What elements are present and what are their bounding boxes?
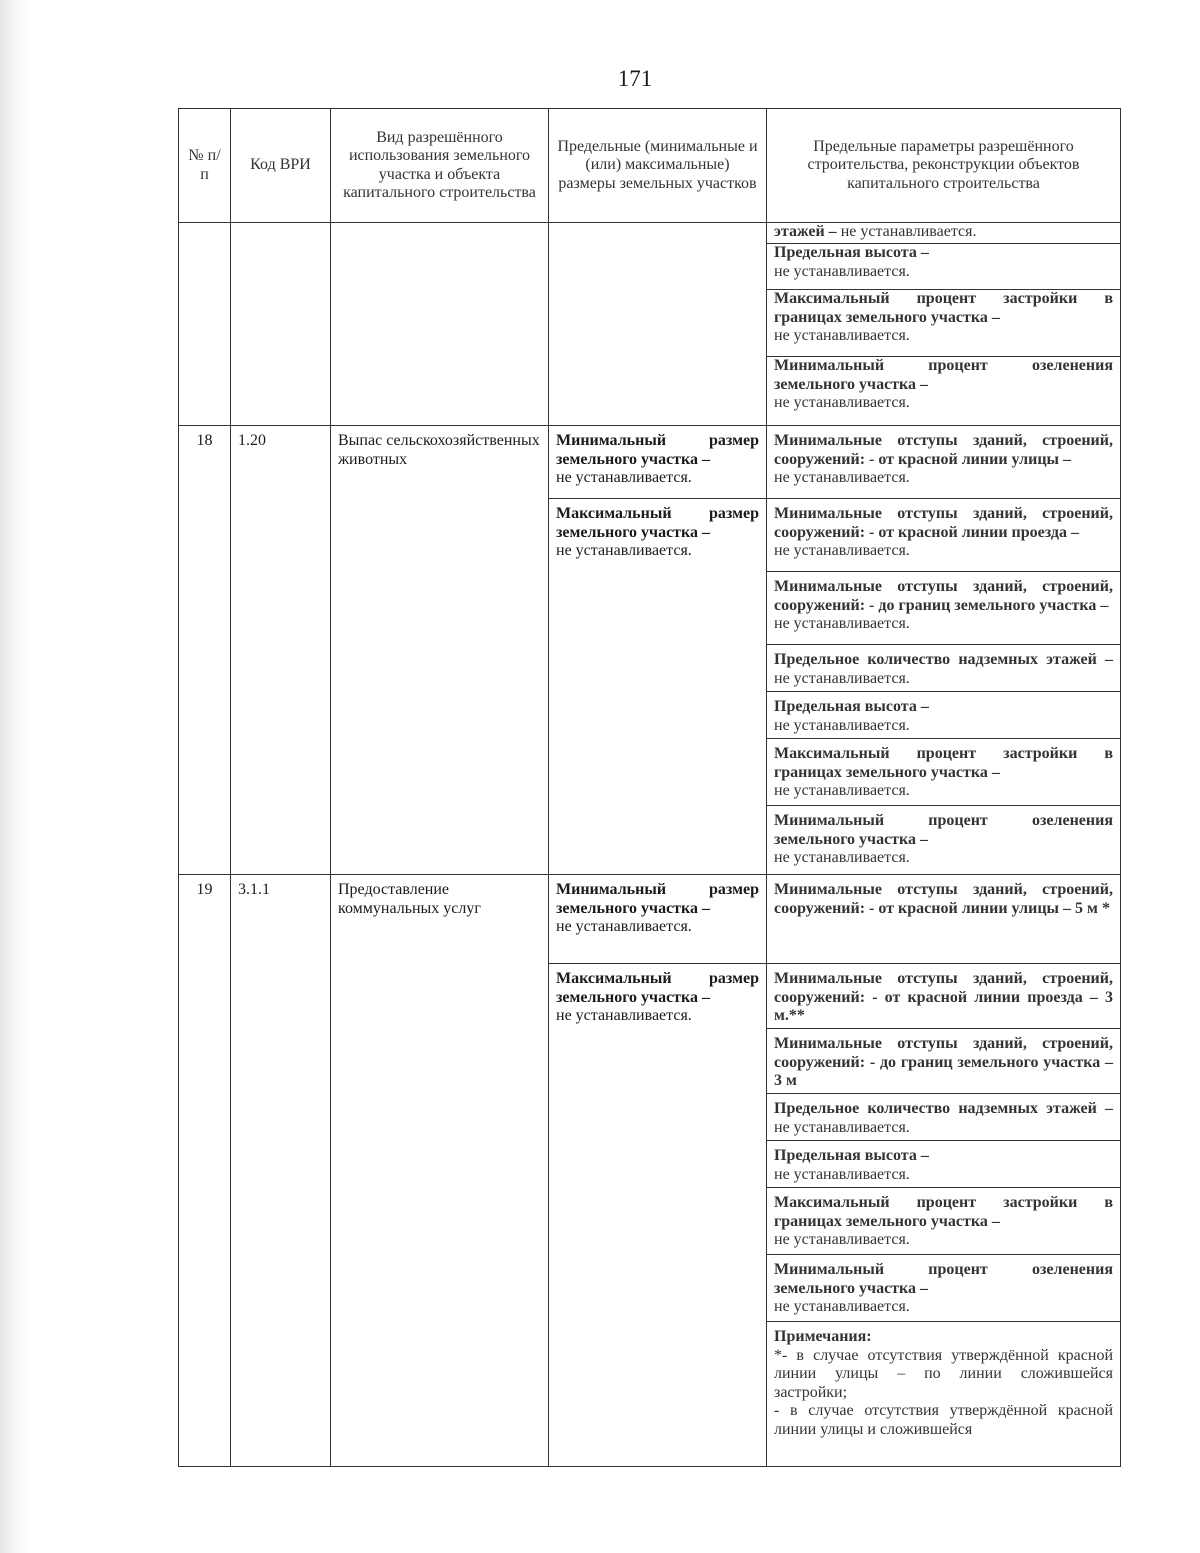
param-cell: Минимальные отступы зданий, строений, сооружений: - от красной линии улицы – 5 м *	[767, 875, 1121, 964]
param-cell: этажей – не устанавливается.	[767, 223, 1121, 244]
table-row	[179, 223, 1121, 244]
cell-empty	[549, 223, 767, 426]
notes-text: *- в случае отсутствия утверждённой красной линии улицы – по линии сложившейся застройки;	[774, 1346, 1113, 1401]
param-cell: Максимальный процент застройки в границах земельного участка – не устанавливается.	[767, 739, 1121, 806]
param-cell: Минимальные отступы зданий, строений, сооружений: - до границ земельного участка – не устанавливается.	[767, 572, 1121, 645]
param-cell: Минимальные отступы зданий, строений, сооружений: - от красной линии проезда – 3 м.**	[767, 964, 1121, 1029]
header-code: Код ВРИ	[231, 109, 331, 223]
param-cell: Минимальный процент озеленения земельного участка – не устанавливается.	[767, 357, 1121, 426]
param-cell: Предельная высота – не устанавливается.	[767, 244, 1121, 290]
cell-empty	[331, 223, 549, 426]
cell-empty	[179, 223, 231, 426]
param-cell: Максимальный процент застройки в границах земельного участка – не устанавливается.	[767, 290, 1121, 357]
notes-text: - в случае отсутствия утверждённой красной линии улицы и сложившейся	[774, 1402, 1113, 1438]
param-cell: Минимальный процент озеленения земельного участка – не устанавливается.	[767, 1255, 1121, 1322]
header-usage-type: Вид разрешённого использования земельного участка и объекта капитального строительства	[331, 109, 549, 223]
param-cell: Предельное количество надземных этажей – не устанавливается.	[767, 1094, 1121, 1141]
row-number: 18	[179, 426, 231, 875]
max-size-cell: Максимальный размер земельного участка – не устанавливается.	[549, 964, 767, 1467]
row-code: 3.1.1	[231, 875, 331, 1467]
zoning-parameters-table	[178, 108, 1121, 1467]
param-cell: Минимальные отступы зданий, строений, сооружений: - от красной линии улицы – не устанавливается.	[767, 426, 1121, 499]
row-usage-name: Предоставление коммунальных услуг	[331, 875, 549, 1467]
notes-cell	[767, 1322, 1121, 1467]
row-code: 1.20	[231, 426, 331, 875]
header-number: № п/п	[179, 109, 231, 223]
row-number: 19	[179, 875, 231, 1467]
param-cell: Предельное количество надземных этажей – не устанавливается.	[767, 645, 1121, 692]
param-cell: Максимальный процент застройки в границах земельного участка – не устанавливается.	[767, 1188, 1121, 1255]
scan-edge-shadow	[0, 0, 28, 1553]
table-row	[179, 875, 1121, 964]
row-usage-name: Выпас сельскохозяйственных животных	[331, 426, 549, 875]
page-number: 171	[617, 66, 653, 91]
header-plot-size: Предельные (минимальные и (или) максимальные) размеры земельных участков	[549, 109, 767, 223]
min-size-cell: Минимальный размер земельного участка – не устанавливается.	[549, 875, 767, 964]
notes-title: Примечания:	[774, 1328, 872, 1345]
table-row	[179, 426, 1121, 499]
cell-empty	[231, 223, 331, 426]
min-size-cell: Минимальный размер земельного участка – не устанавливается.	[549, 426, 767, 499]
param-cell: Минимальный процент озеленения земельного участка – не устанавливается.	[767, 806, 1121, 875]
param-cell: Предельная высота – не устанавливается.	[767, 1141, 1121, 1188]
param-cell: Минимальные отступы зданий, строений, сооружений: - до границ земельного участка – 3 м	[767, 1029, 1121, 1094]
max-size-cell: Максимальный размер земельного участка – не устанавливается.	[549, 499, 767, 875]
header-construction-params: Предельные параметры разрешённого строительства, реконструкции объектов капитального строительства	[767, 109, 1121, 223]
param-cell: Предельная высота – не устанавливается.	[767, 692, 1121, 739]
table-header-row	[179, 109, 1121, 223]
param-cell: Минимальные отступы зданий, строений, сооружений: - от красной линии проезда – не устанавливается.	[767, 499, 1121, 572]
